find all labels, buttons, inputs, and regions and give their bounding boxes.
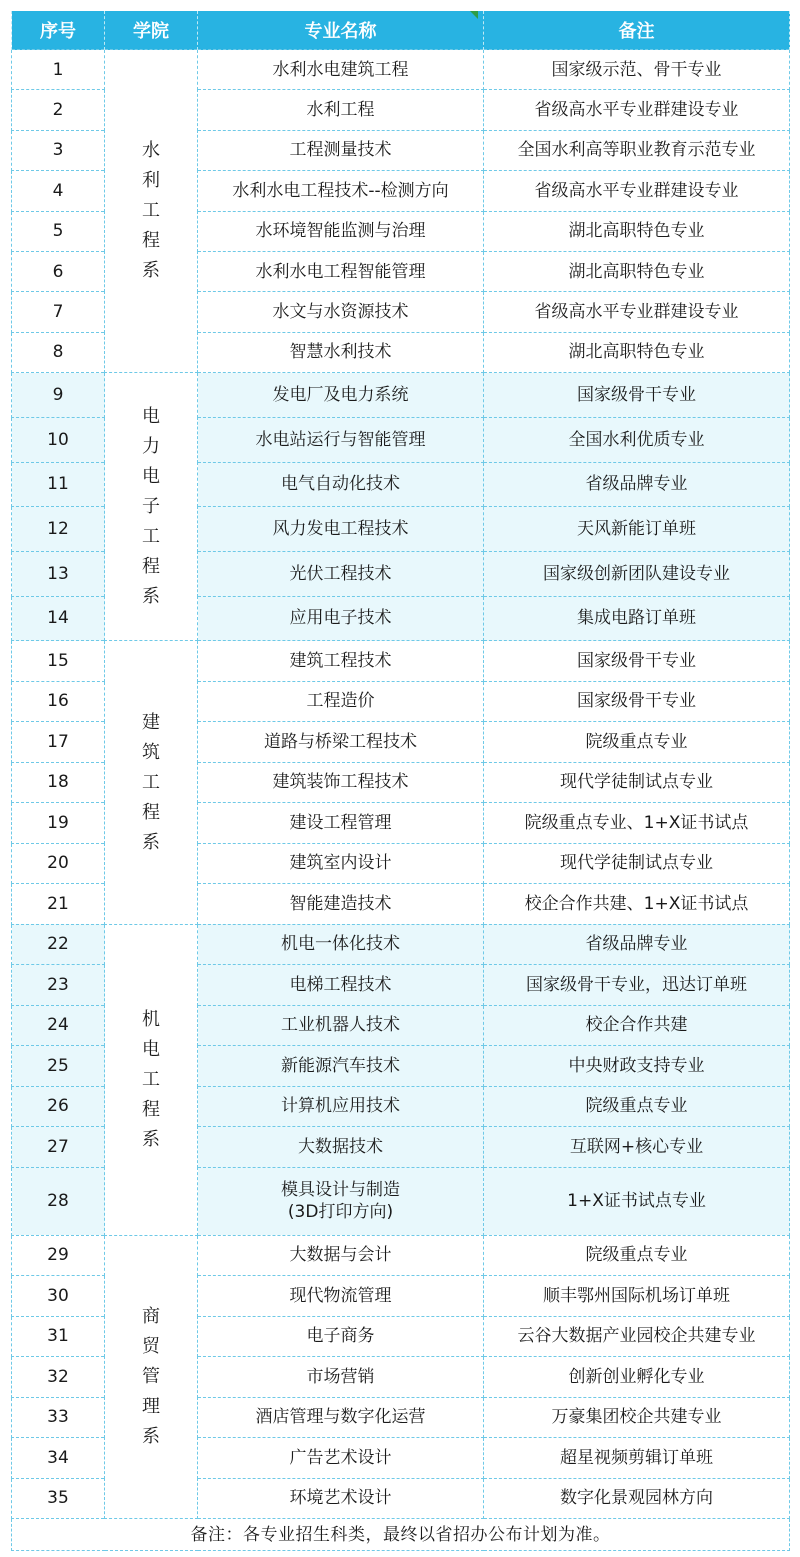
cell-remark: 中央财政支持专业 <box>484 1046 790 1087</box>
cell-no: 31 <box>12 1316 105 1357</box>
cell-major: 市场营销 <box>198 1357 484 1398</box>
cell-no: 33 <box>12 1397 105 1438</box>
cell-no: 6 <box>12 251 105 291</box>
cell-major: 应用电子技术 <box>198 596 484 641</box>
cell-remark: 省级高水平专业群建设专业 <box>484 292 790 332</box>
cell-major: 风力发电工程技术 <box>198 507 484 552</box>
header-major: 专业名称 <box>198 11 484 50</box>
cell-no: 4 <box>12 171 105 211</box>
table-row <box>12 641 790 682</box>
cell-remark: 湖北高职特色专业 <box>484 251 790 291</box>
table-row <box>12 1235 790 1276</box>
cell-no: 1 <box>12 50 105 90</box>
cell-no: 9 <box>12 373 105 418</box>
cell-remark: 集成电路订单班 <box>484 596 790 641</box>
cell-no: 23 <box>12 965 105 1006</box>
cell-remark: 国家级示范、骨干专业 <box>484 50 790 90</box>
cell-remark: 院级重点专业、1+X证书试点 <box>484 803 790 844</box>
header-no: 序号 <box>12 11 105 50</box>
cell-remark: 院级重点专业 <box>484 722 790 763</box>
cell-remark: 超星视频剪辑订单班 <box>484 1438 790 1479</box>
cell-no: 34 <box>12 1438 105 1479</box>
cell-remark: 省级高水平专业群建设专业 <box>484 90 790 130</box>
cell-no: 5 <box>12 211 105 251</box>
cell-major: 现代物流管理 <box>198 1276 484 1317</box>
cell-major: 建筑工程技术 <box>198 641 484 682</box>
cell-no: 14 <box>12 596 105 641</box>
cell-remark: 校企合作共建 <box>484 1005 790 1046</box>
cell-remark: 数字化景观园林方向 <box>484 1478 790 1519</box>
cell-no: 32 <box>12 1357 105 1398</box>
cell-no: 24 <box>12 1005 105 1046</box>
cell-no: 30 <box>12 1276 105 1317</box>
cell-major: 水环境智能监测与治理 <box>198 211 484 251</box>
cell-no: 13 <box>12 551 105 596</box>
cell-no: 27 <box>12 1127 105 1168</box>
cell-major: 工程测量技术 <box>198 130 484 170</box>
cell-no: 28 <box>12 1167 105 1235</box>
cell-major: 新能源汽车技术 <box>198 1046 484 1087</box>
college-name: 机电工程系 <box>142 1008 160 1150</box>
cell-major: 工程造价 <box>198 681 484 722</box>
table-header-row <box>12 11 790 50</box>
cell-no: 3 <box>12 130 105 170</box>
cell-college <box>105 1235 198 1519</box>
cell-remark: 创新创业孵化专业 <box>484 1357 790 1398</box>
cell-remark: 全国水利优质专业 <box>484 417 790 462</box>
cell-no: 17 <box>12 722 105 763</box>
cell-remark: 国家级骨干专业 <box>484 681 790 722</box>
header-college: 学院 <box>105 11 198 50</box>
cell-no: 10 <box>12 417 105 462</box>
cell-remark: 现代学徒制试点专业 <box>484 843 790 884</box>
cell-remark: 省级高水平专业群建设专业 <box>484 171 790 211</box>
cell-no: 15 <box>12 641 105 682</box>
cell-major: 大数据技术 <box>198 1127 484 1168</box>
cell-no: 21 <box>12 884 105 925</box>
corner-marker-icon <box>470 11 478 19</box>
cell-major: 光伏工程技术 <box>198 551 484 596</box>
cell-major: 建筑室内设计 <box>198 843 484 884</box>
cell-remark: 云谷大数据产业园校企共建专业 <box>484 1316 790 1357</box>
college-name: 建筑工程系 <box>142 711 160 853</box>
cell-no: 35 <box>12 1478 105 1519</box>
cell-major: 水利水电工程智能管理 <box>198 251 484 291</box>
cell-remark: 国家级骨干专业 <box>484 641 790 682</box>
cell-remark: 万豪集团校企共建专业 <box>484 1397 790 1438</box>
cell-major: 电梯工程技术 <box>198 965 484 1006</box>
cell-no: 22 <box>12 924 105 965</box>
cell-college <box>105 641 198 925</box>
cell-remark: 院级重点专业 <box>484 1086 790 1127</box>
cell-major: 道路与桥梁工程技术 <box>198 722 484 763</box>
cell-no: 19 <box>12 803 105 844</box>
cell-major: 环境艺术设计 <box>198 1478 484 1519</box>
cell-remark: 国家级骨干专业 <box>484 373 790 418</box>
cell-major: 水利水电建筑工程 <box>198 50 484 90</box>
cell-no: 26 <box>12 1086 105 1127</box>
cell-major: 电子商务 <box>198 1316 484 1357</box>
cell-no: 12 <box>12 507 105 552</box>
cell-remark: 互联网+核心专业 <box>484 1127 790 1168</box>
cell-remark: 湖北高职特色专业 <box>484 211 790 251</box>
cell-college <box>105 373 198 641</box>
cell-major: 水文与水资源技术 <box>198 292 484 332</box>
majors-table <box>11 11 790 1551</box>
table-row <box>12 373 790 418</box>
cell-no: 20 <box>12 843 105 884</box>
cell-major: 建设工程管理 <box>198 803 484 844</box>
cell-major: 广告艺术设计 <box>198 1438 484 1479</box>
table-row <box>12 50 790 90</box>
footnote: 备注：各专业招生科类，最终以省招办公布计划为准。 <box>12 1519 790 1551</box>
cell-no: 2 <box>12 90 105 130</box>
cell-remark: 顺丰鄂州国际机场订单班 <box>484 1276 790 1317</box>
cell-major: 水电站运行与智能管理 <box>198 417 484 462</box>
majors-table-container <box>11 11 789 1551</box>
cell-major: 模具设计与制造 (3D打印方向) <box>198 1167 484 1235</box>
cell-remark: 天风新能订单班 <box>484 507 790 552</box>
college-name: 电力电子工程系 <box>142 405 160 607</box>
cell-remark: 校企合作共建、1+X证书试点 <box>484 884 790 925</box>
cell-remark: 院级重点专业 <box>484 1235 790 1276</box>
footnote-row <box>12 1519 790 1551</box>
cell-remark: 省级品牌专业 <box>484 924 790 965</box>
cell-no: 29 <box>12 1235 105 1276</box>
cell-remark: 1+X证书试点专业 <box>484 1167 790 1235</box>
cell-remark: 国家级创新团队建设专业 <box>484 551 790 596</box>
cell-major: 智慧水利技术 <box>198 332 484 372</box>
cell-major: 酒店管理与数字化运营 <box>198 1397 484 1438</box>
cell-no: 25 <box>12 1046 105 1087</box>
cell-major: 建筑装饰工程技术 <box>198 762 484 803</box>
college-name: 商贸管理系 <box>142 1306 160 1447</box>
cell-major: 机电一体化技术 <box>198 924 484 965</box>
cell-major: 工业机器人技术 <box>198 1005 484 1046</box>
table-row <box>12 924 790 965</box>
header-remark: 备注 <box>484 11 790 50</box>
cell-major: 发电厂及电力系统 <box>198 373 484 418</box>
cell-remark: 国家级骨干专业，迅达订单班 <box>484 965 790 1006</box>
cell-major: 电气自动化技术 <box>198 462 484 507</box>
cell-college <box>105 50 198 373</box>
cell-major: 大数据与会计 <box>198 1235 484 1276</box>
cell-no: 11 <box>12 462 105 507</box>
cell-remark: 现代学徒制试点专业 <box>484 762 790 803</box>
cell-no: 18 <box>12 762 105 803</box>
cell-remark: 省级品牌专业 <box>484 462 790 507</box>
cell-no: 7 <box>12 292 105 332</box>
cell-remark: 湖北高职特色专业 <box>484 332 790 372</box>
cell-major: 水利水电工程技术--检测方向 <box>198 171 484 211</box>
cell-no: 16 <box>12 681 105 722</box>
cell-remark: 全国水利高等职业教育示范专业 <box>484 130 790 170</box>
cell-major: 智能建造技术 <box>198 884 484 925</box>
cell-no: 8 <box>12 332 105 372</box>
college-name: 水利工程系 <box>142 140 160 282</box>
cell-major: 计算机应用技术 <box>198 1086 484 1127</box>
cell-college <box>105 924 198 1235</box>
cell-major: 水利工程 <box>198 90 484 130</box>
